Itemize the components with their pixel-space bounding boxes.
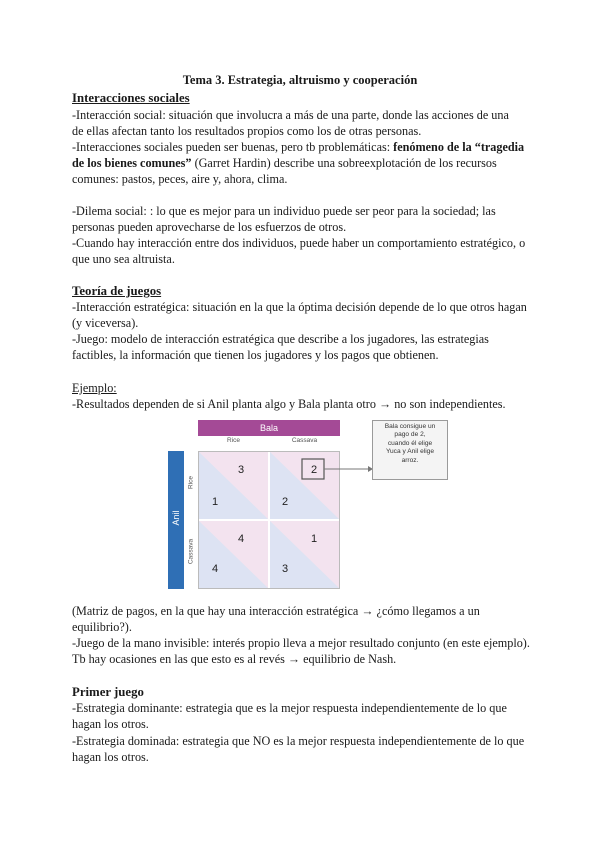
payoff-matrix-figure xyxy=(168,420,458,592)
payoff-anil-rice-cassava: 2 xyxy=(282,496,289,508)
payoff-anil-rice-rice: 1 xyxy=(212,496,219,508)
column-label-cassava: Cassava xyxy=(291,437,318,444)
text-line xyxy=(72,155,497,171)
heading-interacciones-sociales: Interacciones sociales xyxy=(72,91,190,105)
text-line: hagan los otros. xyxy=(72,717,149,731)
text-line: -Cuando hay interacción entre dos individuos, puede haber un comportamiento estratégico, o xyxy=(72,236,526,250)
heading-teoria-de-juegos: Teoría de juegos xyxy=(72,284,162,298)
row-player-header xyxy=(168,451,184,589)
text-line: -Dilema social: : lo que es mejor para un individuo puede ser peor para la sociedad; las xyxy=(72,204,496,218)
text-span: -Interacciones sociales pueden ser buenas, pero tb problemáticas: xyxy=(72,140,394,154)
bold-term: de los bienes comunes” xyxy=(72,156,192,170)
callout-line: Yuca y Anil elige xyxy=(385,448,435,456)
row-label-rice-wrap xyxy=(185,451,197,520)
text-line: equilibrio?). xyxy=(72,620,132,634)
text-line: -Juego de la mano invisible: interés propio lleva a mejor resultado conjunto (en este ejemplo). xyxy=(72,636,530,650)
column-label-rice: Rice xyxy=(226,437,240,444)
text-line: -Resultados dependen de si Anil planta algo y Bala planta otro → no son independientes. xyxy=(72,397,506,411)
text-line: de ellas afectan tanto los resultados propios como los de otras personas. xyxy=(72,124,422,138)
text-line xyxy=(72,139,524,155)
text-line: -Juego: modelo de interacción estratégica que describe a los jugadores, las estrategias xyxy=(72,332,489,346)
payoff-bala-cassava-rice: 4 xyxy=(238,533,245,545)
text-line: personas pueden aprovecharse de los esfuerzos de otros. xyxy=(72,220,347,234)
callout-line: Bala consigue un xyxy=(384,423,436,430)
text-line: comunes: pastos, peces, aire y, ahora, clima. xyxy=(72,172,288,186)
heading-primer-juego: Primer juego xyxy=(72,685,144,699)
callout-line: arroz. xyxy=(401,456,419,464)
text-line: hagan los otros. xyxy=(72,750,149,764)
text-line: que uno sea altruista. xyxy=(72,252,175,266)
bold-term: fenómeno de la “tragedia xyxy=(393,140,525,154)
row-label-cassava-wrap xyxy=(185,520,197,589)
row-label-cassava: Cassava xyxy=(187,538,195,565)
matrix-grid xyxy=(198,451,340,589)
payoff-anil-cassava-rice: 4 xyxy=(212,563,219,575)
text-line: -Estrategia dominada: estrategia que NO es la mejor respuesta independientemente de lo que xyxy=(72,734,525,748)
payoff-bala-rice-cassava: 2 xyxy=(311,464,318,476)
payoff-bala-rice-rice: 3 xyxy=(238,464,245,476)
text-line: (y viceversa). xyxy=(72,316,139,330)
page-title: Tema 3. Estrategia, altruismo y cooperación xyxy=(182,73,418,87)
text-line: -Estrategia dominante: estrategia que es la mejor respuesta independientemente de lo que xyxy=(72,701,507,715)
text-line: -Interacción social: situación que involucra a más de una parte, donde las acciones de una xyxy=(72,108,509,122)
text-line: Tb hay ocasiones en las que esto es al revés → equilibrio de Nash. xyxy=(72,652,397,666)
text-line: (Matriz de pagos, en la que hay una interacción estratégica → ¿cómo llegamos a un xyxy=(72,604,480,618)
heading-ejemplo: Ejemplo: xyxy=(72,381,117,395)
payoff-anil-cassava-cassava: 3 xyxy=(282,563,289,575)
callout-line: cuando él elige xyxy=(387,439,433,447)
callout-connector xyxy=(324,466,374,472)
callout-line: pago de 2, xyxy=(394,431,426,439)
column-player-header: Bala xyxy=(198,420,340,436)
callout-box xyxy=(372,420,448,480)
text-line: -Interacción estratégica: situación en la que la óptima decisión depende de lo que otros hagan xyxy=(72,300,527,314)
row-player-label: Anil xyxy=(171,510,181,526)
text-span: (Garret Hardin) describe una sobreexplotación de los recursos xyxy=(191,156,497,170)
payoff-bala-cassava-cassava: 1 xyxy=(311,533,318,545)
text-line: factibles, la información que tienen los jugadores y los pagos que obtienen. xyxy=(72,348,439,362)
row-label-rice: Rice xyxy=(187,476,195,490)
